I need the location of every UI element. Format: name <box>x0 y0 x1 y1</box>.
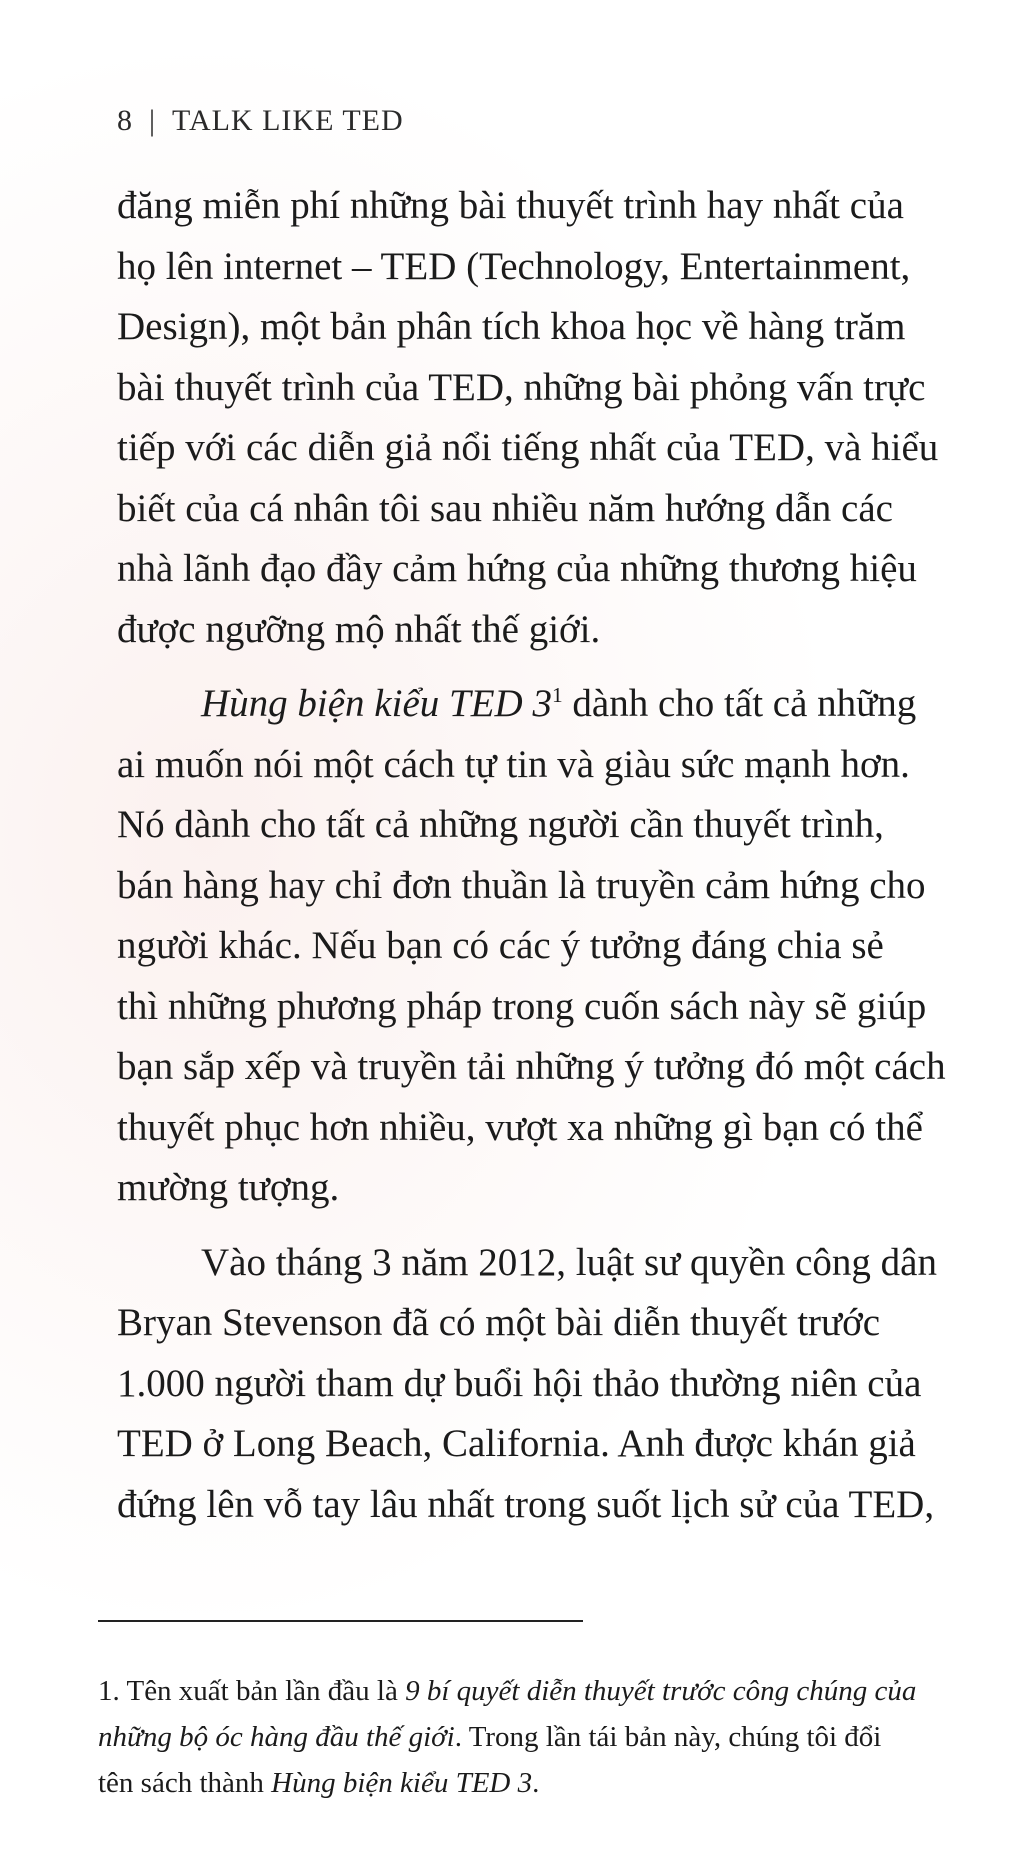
text-line: họ lên internet – TED (Technology, Entertainment, <box>117 244 911 288</box>
paragraph-2 <box>117 674 997 1219</box>
text-line: tiếp với các diễn giả nổi tiếng nhất của TED, và hiểu <box>117 426 939 469</box>
text-span-italic: những bộ óc hàng đầu thế giới <box>98 1721 455 1753</box>
text-line: thuyết phục hơn nhiều, vượt xa những gì bạn có thể <box>117 1105 923 1149</box>
text-line: biết của cá nhân tôi sau nhiều năm hướng dẫn các <box>117 486 893 530</box>
text-span-italic: 9 bí quyết diễn thuyết trước công chúng của <box>405 1675 917 1707</box>
text-line: bạn sắp xếp và truyền tải những ý tưởng đó một cách <box>117 1045 946 1088</box>
page-number: 8 <box>117 104 133 137</box>
text-line: 1.000 người tham dự buổi hội thảo thường niên của <box>117 1361 922 1405</box>
text-line: đứng lên vỗ tay lâu nhất trong suốt lịch sử của TED, <box>117 1482 935 1526</box>
book-title-italic: Hùng biện kiểu TED 3 <box>201 682 552 725</box>
text-span: . Trong lần tái bản này, chúng tôi đổi <box>454 1721 882 1753</box>
text-line: nhà lãnh đạo đầy cảm hứng của những thương hiệu <box>117 547 917 590</box>
text-span-italic: Hùng biện kiểu TED 3 <box>271 1767 533 1799</box>
text-line: mường tượng. <box>117 1166 340 1209</box>
text-span: . <box>532 1767 540 1799</box>
text-line: được ngưỡng mộ nhất thế giới. <box>117 607 601 651</box>
footnote-reference[interactable]: 1 <box>551 683 563 707</box>
text-line: Nó dành cho tất cả những người cần thuyết trình, <box>117 803 884 846</box>
text-line: bài thuyết trình của TED, những bài phỏng vấn trực <box>117 365 926 409</box>
text-line: bán hàng hay chỉ đơn thuần là truyền cảm hứng cho <box>117 863 926 907</box>
footnote-line <box>98 1760 988 1806</box>
footnote-line <box>98 1668 988 1714</box>
text-line: Bryan Stevenson đã có một bài diễn thuyết trước <box>117 1301 881 1344</box>
footnote-divider <box>98 1620 583 1622</box>
text-line-first <box>117 674 997 735</box>
book-title: TALK LIKE TED <box>172 104 404 137</box>
text-line: ai muốn nói một cách tự tin và giàu sức mạnh hơn. <box>117 742 910 786</box>
text-span: dành cho tất cả những <box>562 682 917 725</box>
body-text <box>117 176 997 1535</box>
text-line: thì những phương pháp trong cuốn sách này sẽ giúp <box>117 984 927 1028</box>
text-span: 1. Tên xuất bản lần đầu là <box>98 1675 406 1707</box>
paragraph-3 <box>117 1233 997 1536</box>
running-head <box>117 104 404 138</box>
text-line: người khác. Nếu bạn có các ý tưởng đáng chia sẻ <box>117 924 884 967</box>
footnote <box>98 1668 988 1806</box>
text-span: tên sách thành <box>98 1767 272 1799</box>
text-line: TED ở Long Beach, California. Anh được khán giả <box>117 1422 916 1465</box>
text-line-first: Vào tháng 3 năm 2012, luật sư quyền công dân <box>201 1240 937 1284</box>
header-separator: | <box>149 104 157 137</box>
text-line: đăng miễn phí những bài thuyết trình hay nhất của <box>117 184 904 227</box>
paragraph-1 <box>117 176 997 660</box>
footnote-line <box>98 1714 988 1760</box>
text-line: Design), một bản phân tích khoa học về hàng trăm <box>117 305 906 348</box>
